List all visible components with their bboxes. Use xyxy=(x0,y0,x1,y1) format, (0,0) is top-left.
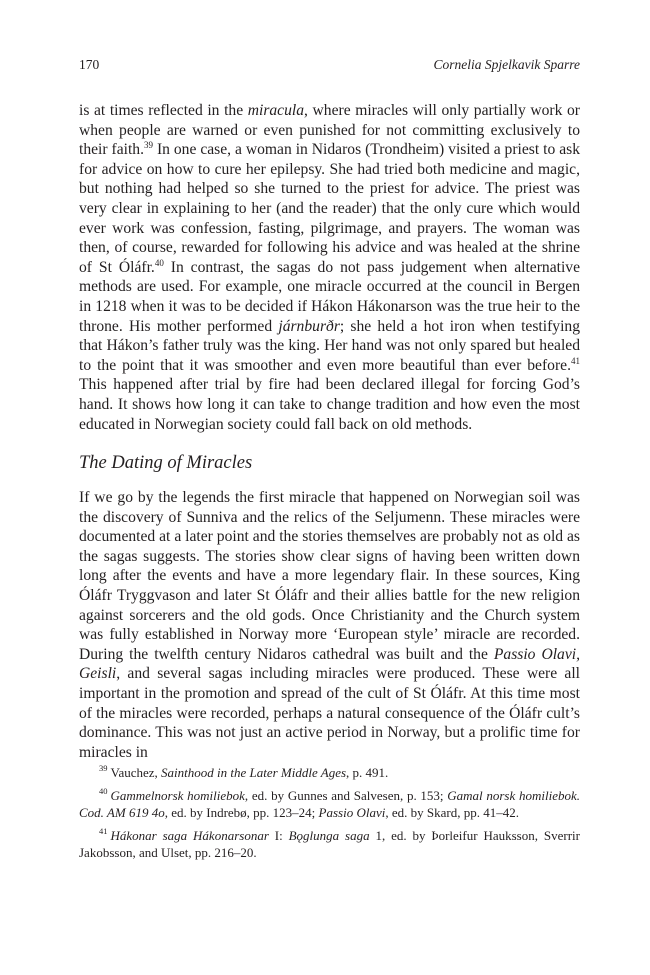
text-run: , ed. by Skard, pp. 41–42. xyxy=(385,805,519,820)
footnote-ref-41[interactable]: 41 xyxy=(571,355,580,366)
text-run: ; she held a hot iron when testifying that Hákon’s father truly was the king. Her hand was not only spared but healed to the point that it was smoother and even more beautiful than ever before. xyxy=(79,317,580,374)
text-run: Vauchez, xyxy=(110,765,162,780)
running-head-author: Cornelia Spjelkavik Sparre xyxy=(433,57,580,72)
italic-title: Sainthood in the Later Middle Ages xyxy=(161,765,347,780)
text-run: 1, ed. by Þorleifur Hauksson, Sverrir Jakobsson, and Ulset, pp. 216–20. xyxy=(79,828,580,860)
italic-term-miracula: miracula xyxy=(247,102,305,119)
text-run: , ed. by Gunnes and Salvesen, p. 153; xyxy=(244,788,448,803)
italic-title: Passio Olavi xyxy=(318,805,386,820)
main-text xyxy=(79,101,580,762)
footnote-number: 41 xyxy=(99,826,108,837)
section-heading: The Dating of Miracles xyxy=(79,453,253,474)
running-head xyxy=(79,57,580,73)
text-run: , and several sagas including miracles were produced. These were all important in the promotion and spread of the cult of St Óláfr. At this time most of the miracles were recorded, perhaps a natural consequence of the Óláfr cult’s dominance. This was not just an active period in Norway, but a prolific time for miracles in xyxy=(79,665,580,761)
italic-title: Gamal norsk homiliebok. Cod. AM 619 4o xyxy=(79,788,580,820)
text-run: This happened after trial by fire had been declared illegal for forcing God’s hand. It shows how long it can take to change tradition and how even the most educated in Norwegian society could fall back on old methods. xyxy=(79,376,580,433)
italic-title: Hákonar saga Hákonarsonar xyxy=(110,828,269,843)
footnote-41 xyxy=(79,827,580,861)
italic-title-passio-geisli: Passio Olavi, Geisli xyxy=(79,645,581,683)
text-run: is at times reflected in the xyxy=(79,102,248,119)
page-number: 170 xyxy=(79,57,100,72)
paragraph-miracles-methods xyxy=(79,101,580,434)
text-run: In contrast, the sagas do not pass judgement when alternative methods are used. For example, one miracle occurred at the council in Bergen in 1218 when it was to be decided if Hákon Hákonarson was the true heir to the throne. His mother performed xyxy=(79,258,581,335)
footnote-39 xyxy=(79,764,580,781)
text-run: , ed. by Indrebø, pp. 123–24; xyxy=(164,805,319,820)
text-run: In one case, a woman in Nidaros (Trondheim) visited a priest to ask for advice on how to cure her epilepsy. She had tried both medicine and magic, but nothing had helped so she turned to the priest for advice. The priest was very clear in explaining to her (and the reader) that the only cure which would ever work was confession, fasting, pilgrimage, and prayers. The woman was then, of course, rewarded for following his advice and was healed at the shrine of St Óláfr. xyxy=(79,141,580,276)
text-run: If we go by the legends the first miracle that happened on Norwegian soil was the discovery of Sunniva and the relics of the Seljumenn. These miracles were documented at a later point and the stories themselves are probably not as old as the sagas suggests. The stories show clear signs of having been written down long after the events and have a more legendary flair. In these sources, King Óláfr Tryggvason and later St Óláfr and their allies battle for the new religion against sorcerers and the old gods. Once Christianity and the Church system was fully established in Norway more ‘European style’ miracle are recorded. During the twelfth century Nidaros cathedral was built and the xyxy=(79,489,580,663)
italic-title: Bǫglunga saga xyxy=(288,828,370,843)
footnote-ref-39[interactable]: 39 xyxy=(144,140,153,151)
italic-term-jarnburdr: járnburðr xyxy=(278,317,340,335)
footnote-number: 39 xyxy=(99,763,108,774)
footnote-number: 40 xyxy=(99,786,108,797)
text-run: I: xyxy=(268,828,289,843)
footnote-ref-40[interactable]: 40 xyxy=(154,257,164,268)
text-run: , where miracles will only partially work or when people are warned or even punished for not committing exclusively to their faith. xyxy=(79,102,580,159)
italic-title: Gammelnorsk homiliebok xyxy=(110,788,245,803)
paragraph-dating-miracles xyxy=(79,488,580,762)
footnote-40 xyxy=(79,787,580,821)
text-run: , p. 491. xyxy=(346,765,389,780)
footnotes xyxy=(79,764,580,867)
